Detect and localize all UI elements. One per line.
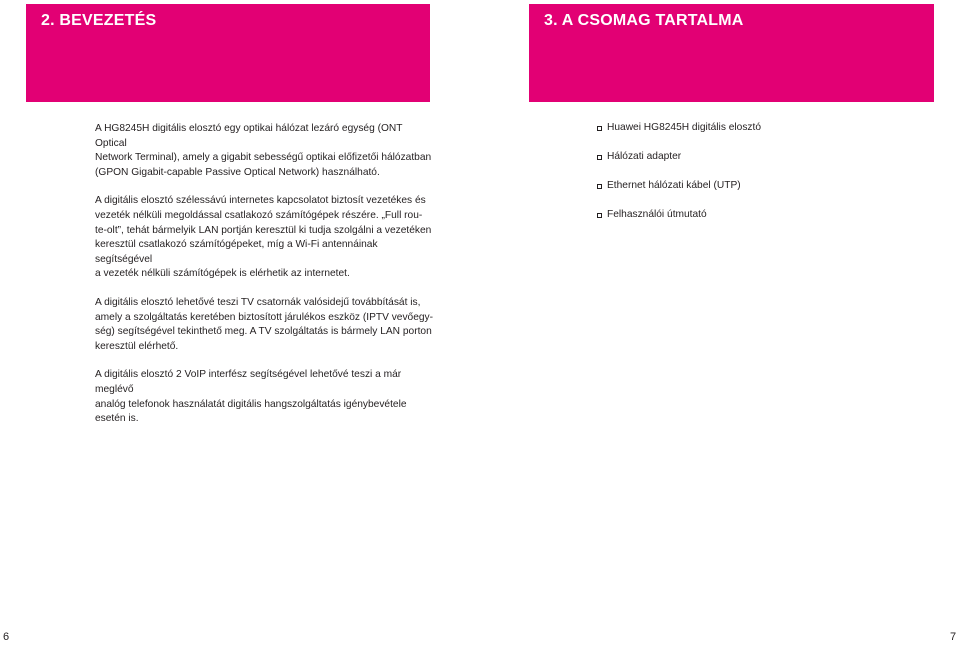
section-banner-left	[26, 4, 430, 102]
list-item	[597, 121, 927, 135]
list-item-label: Felhasználói útmutató	[607, 209, 707, 220]
square-bullet-icon	[597, 155, 602, 160]
paragraph-voip: A digitális elosztó 2 VoIP interfész segítségével lehetővé teszi a már meglévő analóg telefonok használatát digitális hangszolgáltatás igénybevétele esetén is.	[95, 369, 407, 425]
paragraph-device-description: A HG8245H digitális elosztó egy optikai hálózat lezáró egység (ONT Optical Network Terminal), amely a gigabit sebességű optikai előfizetői hálózatban (GPON Gigabit-capable Passive Optical Network) használható.	[95, 123, 432, 178]
list-item-label: Huawei HG8245H digitális elosztó	[607, 122, 762, 133]
square-bullet-icon	[597, 126, 602, 131]
square-bullet-icon	[597, 184, 602, 189]
section-banner-right	[529, 4, 934, 102]
page-number-right: 7	[950, 631, 957, 643]
paragraph-tv-channels: A digitális elosztó lehetővé teszi TV csatornák valósidejű továbbítását is, amely a szolgáltatás keretében biztosított járulékos eszköz (IPTV vevőegy- ség) segítségével tekinthető meg. A TV szolgáltatás is bármely LAN porton keresztül elérhető.	[95, 296, 434, 352]
package-contents-list	[597, 121, 927, 237]
list-item	[597, 150, 927, 164]
section-heading-package-contents: 3. A CSOMAG TARTALMA	[544, 12, 744, 29]
list-item-label: Ethernet hálózati kábel (UTP)	[607, 180, 741, 191]
list-item	[597, 179, 927, 193]
list-item	[597, 208, 927, 222]
paragraph-internet-connection: A digitális elosztó szélessávú internetes kapcsolatot biztosít vezetékes és vezeték nélküli megoldással csatlakozó számítógépek részére. „Full rou- te-olt”, tehát bármelyik LAN portján keresztül ki tudja szolgálni a vezetéken keresztül csatlakozó számítógépeket, míg a Wi-Fi antennáinak segítségével a vezeték nélküli számítógépek is elérhetik az internetet.	[95, 195, 432, 280]
page-number-left: 6	[3, 631, 10, 643]
introduction-text	[95, 122, 435, 441]
list-item-label: Hálózati adapter	[607, 151, 682, 162]
section-heading-introduction: 2. BEVEZETÉS	[41, 12, 157, 29]
square-bullet-icon	[597, 213, 602, 218]
